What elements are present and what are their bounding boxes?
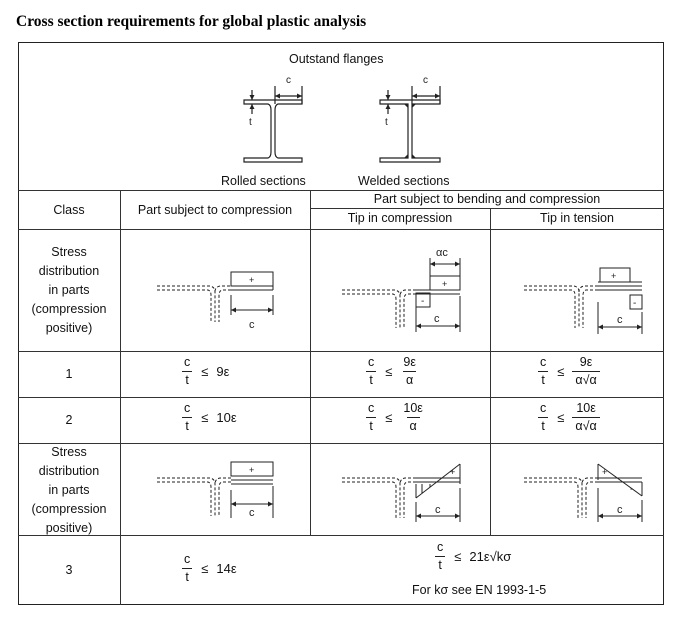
class-3-compression-limit: $\frac{c}{t}$ ≤ 14ε xyxy=(184,552,237,584)
dim-t-label: t xyxy=(385,117,388,128)
plus-sign: + xyxy=(442,279,448,289)
header-compression: Part subject to compression xyxy=(137,203,293,217)
col-divider xyxy=(120,190,121,605)
row-divider xyxy=(310,208,664,209)
rolled-section-figure xyxy=(230,72,320,172)
dim-c-label: c xyxy=(249,507,255,519)
plus-sign: + xyxy=(450,467,456,477)
stress-diagram-tip-tension-elastic xyxy=(522,458,650,530)
minus-sign: - xyxy=(421,296,425,307)
dim-c-label: c xyxy=(617,504,623,516)
minus-sign: - xyxy=(633,298,637,309)
plus-sign: + xyxy=(249,275,255,285)
figure-heading: Outstand flanges xyxy=(289,52,384,66)
dim-c-label: c xyxy=(423,75,428,86)
minus-sign: - xyxy=(630,484,634,495)
stress-diagram-tip-compression xyxy=(340,240,470,340)
dim-c-label: c xyxy=(435,504,441,516)
dim-t-label: t xyxy=(249,117,252,128)
class-3-bending-limit: $\frac{c}{t}$ ≤ 21ε√kσ xyxy=(437,540,512,572)
plus-sign: + xyxy=(602,467,608,477)
header-class: Class xyxy=(53,203,85,217)
row-divider xyxy=(18,351,664,352)
col-divider xyxy=(490,208,491,535)
class-2-tip-compression-limit: $\frac{c}{t}$ ≤ $\frac{10\varepsilon}{\alpha}$ xyxy=(368,401,423,433)
welded-section-figure xyxy=(368,72,458,172)
ksigma-note: For kσ see EN 1993-1-5 xyxy=(412,583,547,597)
row-divider xyxy=(18,397,664,398)
plus-sign: + xyxy=(249,465,255,475)
dim-c-label: c xyxy=(286,75,291,86)
row-divider xyxy=(18,229,664,230)
stress-diagram-tip-tension xyxy=(522,262,650,340)
dim-c-label: c xyxy=(617,314,623,326)
class-3-label: 3 xyxy=(65,563,73,577)
dim-c-label: c xyxy=(249,319,255,331)
rolled-sections-label: Rolled sections xyxy=(221,174,306,188)
alpha-c-label: αc xyxy=(436,247,448,259)
stress-distribution-label: Stress distribution in parts (compression positive) xyxy=(31,445,107,535)
class-2-tip-tension-limit: $\frac{c}{t}$ ≤ $\frac{10\varepsilon}{\alpha√\alpha}$ xyxy=(537,402,600,432)
header-tip-compression: Tip in compression xyxy=(347,211,453,225)
dim-c-label: c xyxy=(434,313,440,325)
header-tip-tension: Tip in tension xyxy=(540,211,614,225)
stress-distribution-label: Stress distribution in parts (compression positive) xyxy=(31,245,107,335)
welded-sections-label: Welded sections xyxy=(358,174,450,188)
stress-diagram-compression xyxy=(155,265,280,337)
class-1-compression-limit: $\frac{c}{t}$ ≤ 9ε xyxy=(184,355,230,387)
class-1-tip-compression-limit: $\frac{c}{t}$ ≤ $\frac{9\varepsilon}{\alpha}$ xyxy=(368,355,416,387)
plus-sign: + xyxy=(611,271,617,281)
class-2-compression-limit: $\frac{c}{t}$ ≤ 10ε xyxy=(184,401,237,433)
class-2-label: 2 xyxy=(65,413,73,427)
header-bending-compression: Part subject to bending and compression xyxy=(373,192,601,206)
class-1-label: 1 xyxy=(65,367,73,381)
stress-diagram-tip-compression-elastic xyxy=(340,458,470,530)
page-title: Cross section requirements for global plastic analysis xyxy=(16,13,367,30)
stress-diagram-compression-elastic xyxy=(155,458,280,528)
col-divider xyxy=(310,190,311,535)
class-1-tip-tension-limit: $\frac{c}{t}$ ≤ $\frac{9\varepsilon}{\alpha√\alpha}$ xyxy=(537,356,600,386)
row-divider xyxy=(18,190,664,191)
